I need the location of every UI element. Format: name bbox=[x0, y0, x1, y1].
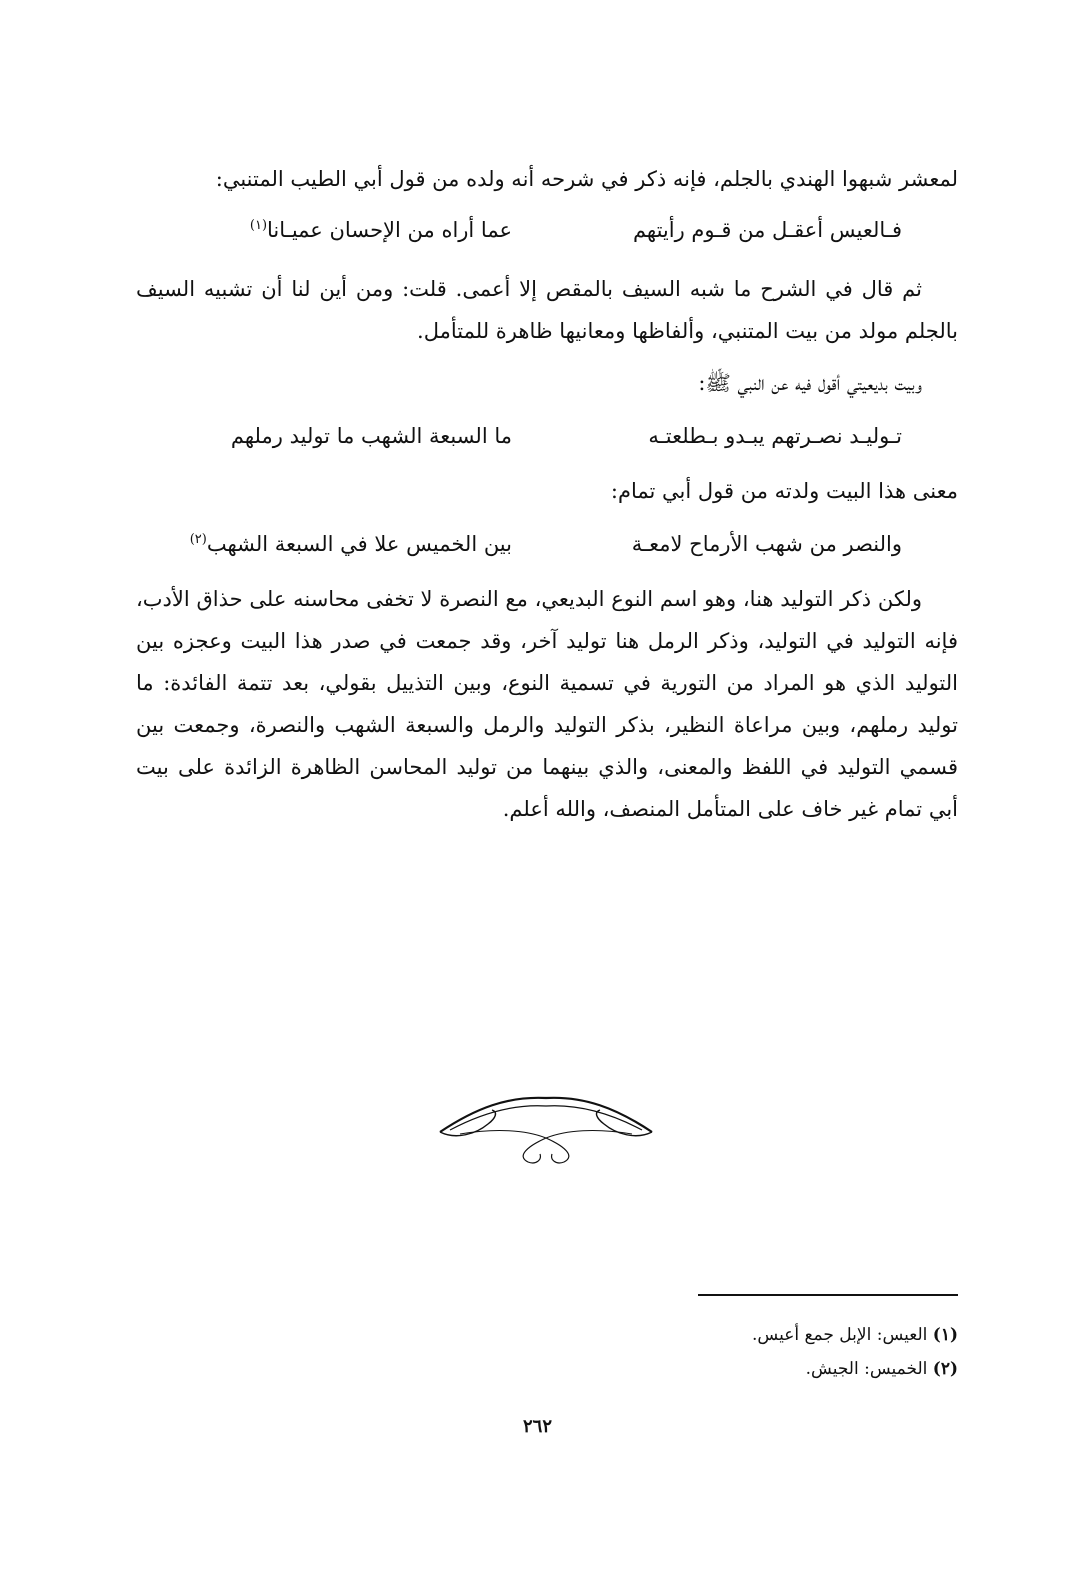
footnotes bbox=[600, 1318, 958, 1386]
verse-2-first-hemistich: تـوليـد نصـرتهم يبـدو بـطلعتـه bbox=[648, 424, 902, 448]
paragraph-abu-tammam-intro: معنى هذا البيت ولدته من قول أبي تمام: bbox=[610, 479, 958, 503]
footnote-2 bbox=[600, 1352, 958, 1386]
verse-3-second-text: بين الخميس علا في السبعة الشهب bbox=[206, 532, 512, 556]
verse-1-second-hemistich bbox=[250, 208, 512, 252]
verse-line-1 bbox=[150, 208, 902, 252]
footnote-1-number: (١) bbox=[932, 1325, 958, 1345]
footnote-2-number: (٢) bbox=[932, 1359, 958, 1379]
verse-1-first-hemistich: فـالعيس أعقـل من قـوم رأيتهم bbox=[632, 218, 902, 242]
footnote-ref-2: (٢) bbox=[189, 532, 207, 547]
footnote-2-text: الخميس: الجيش. bbox=[805, 1359, 928, 1379]
verse-1-second-text: عما أراه من الإحسان عميـانا bbox=[267, 218, 512, 242]
paragraph-analysis: ولكن ذكر التوليد هنا، وهو اسم النوع البديعي، مع النصرة لا تخفى محاسنه على حذاق الأدب، فإنه التوليد في التوليد، وذكر الرمل هنا توليد آخر، وقد جمعت في صدر هذا البيت وعجزه بين التوليد الذي هو المراد من التورية في تسمية النوع، وبين التذييل بقولي، بعد تتمة الفائدة: ما توليد رملهم، وبين مراعاة النظير، بذكر التوليد والرمل والسبعة الشهب والنصرة، وجمعت بين قسمي التوليد في اللفظ والمعنى، والذي بينهما من توليد المحاسن الظاهرة الزائدة على بيت أبي تمام غير خاف على المتأمل المنصف، والله أعلم. bbox=[136, 587, 958, 821]
verse-2-second-hemistich: ما السبعة الشهب ما توليد رملهم bbox=[230, 424, 512, 448]
verse-line-3 bbox=[150, 522, 902, 566]
verse-3-second-hemistich bbox=[190, 522, 512, 566]
scroll-flourish-icon bbox=[436, 1088, 656, 1168]
paragraph-badiiyya-intro: وبيت بديعيتي أقول فيه عن النبي ﷺ: bbox=[698, 371, 922, 395]
paragraph-intro: لمعشر شبهوا الهندي بالجلم، فإنه ذكر في شرحه أنه ولده من قول أبي الطيب المتنبي: bbox=[215, 167, 958, 191]
footnote-1-text: العيس: الإبل جمع أعيس. bbox=[752, 1325, 928, 1345]
paragraph-commentary: ثم قال في الشرح ما شبه السيف بالمقص إلا أعمى. قلت: ومن أين لنا أن تشبيه السيف بالجلم مولد من بيت المتنبي، وألفاظها ومعانيها ظاهرة للمتأمل. bbox=[136, 277, 958, 343]
footnote-ref-1: (١) bbox=[249, 218, 268, 233]
verse-line-2 bbox=[150, 414, 902, 458]
verse-3-first-hemistich: والنصر من شهب الأرماح لامعـة bbox=[631, 532, 902, 556]
page-number: ٢٦٢ bbox=[522, 1416, 552, 1437]
footnote-1 bbox=[600, 1318, 958, 1352]
footnote-separator bbox=[698, 1294, 958, 1296]
